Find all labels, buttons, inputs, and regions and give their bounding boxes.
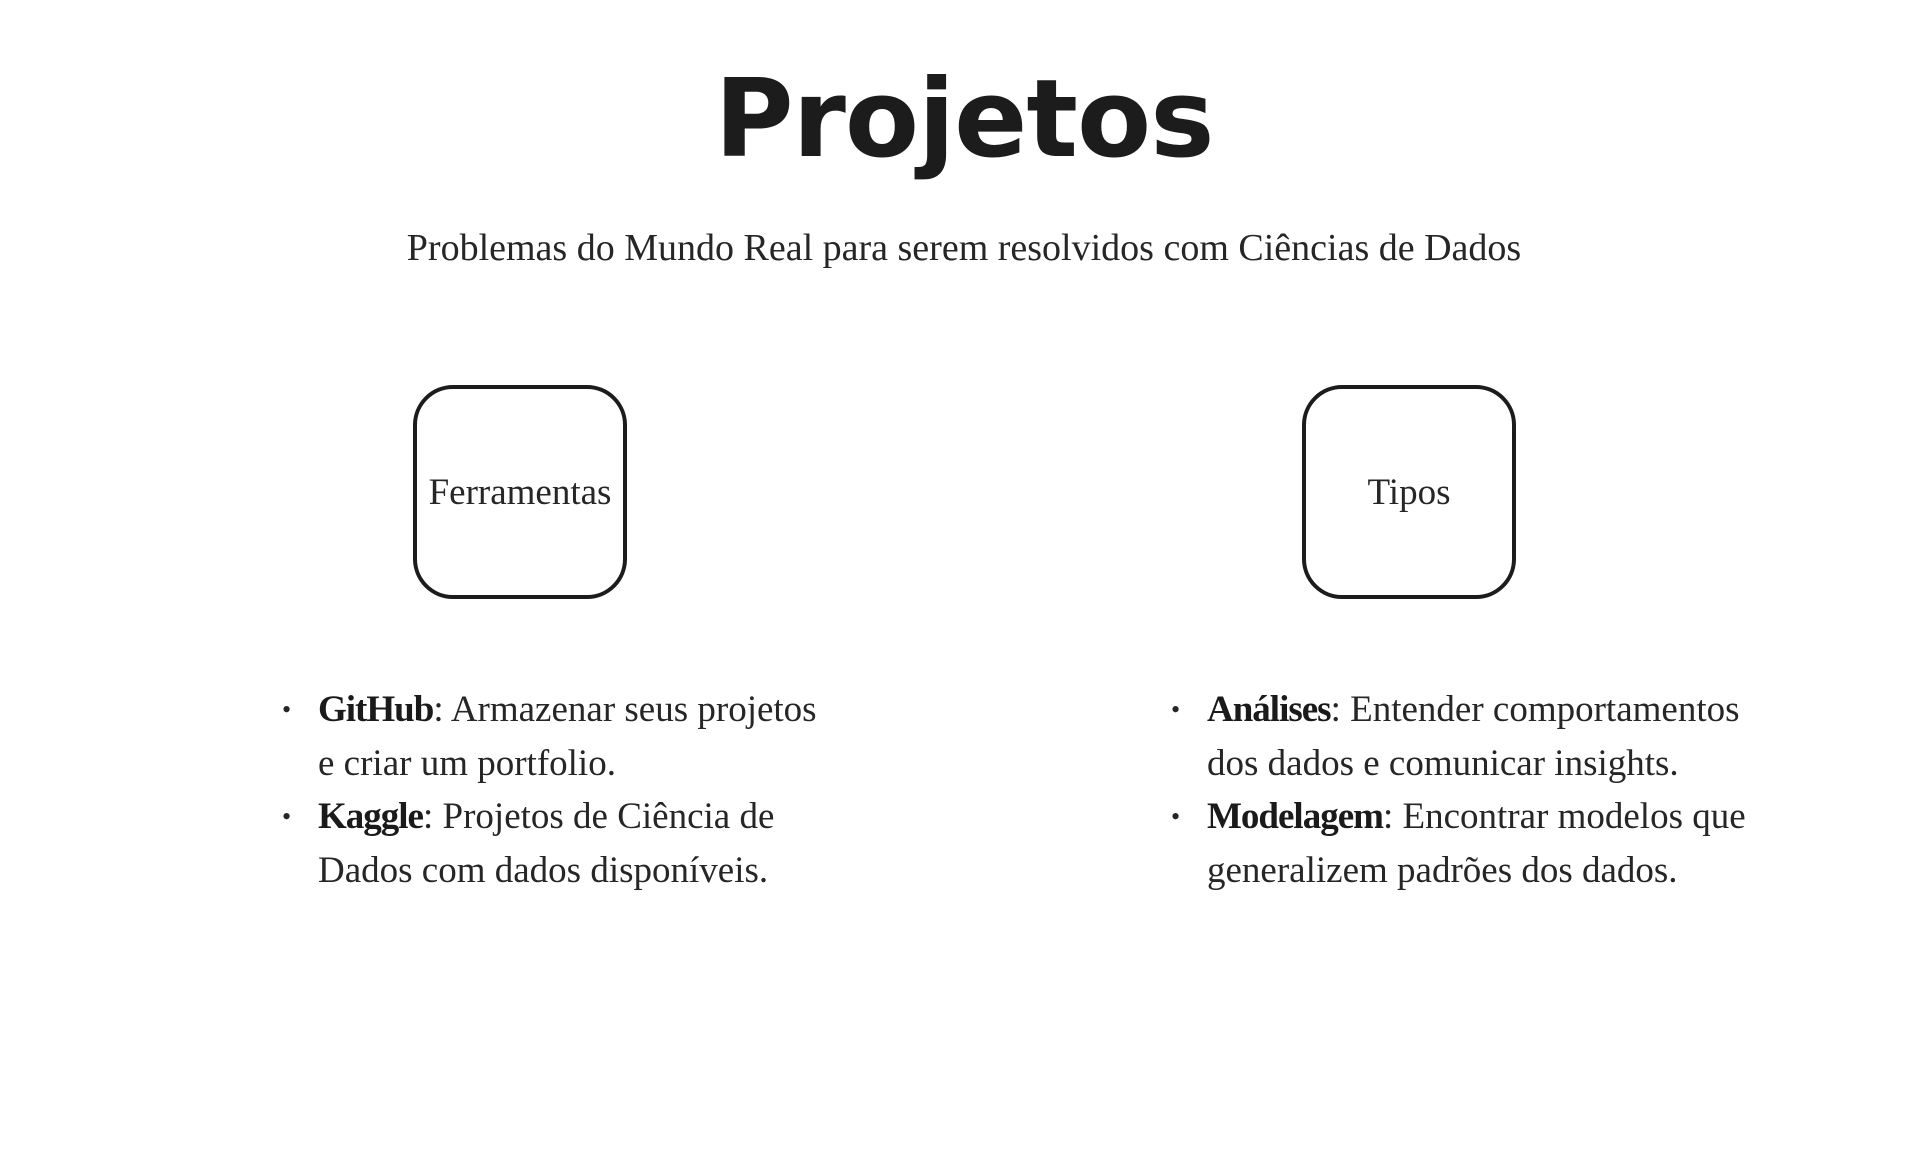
bullet-icon: • xyxy=(1171,802,1181,831)
bullet-icon: • xyxy=(282,695,292,724)
tipos-card[interactable] xyxy=(1302,385,1516,599)
list-item-description: : Encontrar modelos que generalizem padrões dos dados. xyxy=(1207,796,1746,891)
list-item xyxy=(1171,790,1747,897)
tipos-list xyxy=(1171,683,1747,897)
ferramentas-card[interactable] xyxy=(413,385,627,599)
list-item-term: Análises xyxy=(1207,689,1331,730)
list-item-term: Modelagem xyxy=(1207,796,1383,837)
bullet-icon: • xyxy=(282,802,292,831)
list-item xyxy=(282,790,838,897)
list-item-term: Kaggle xyxy=(318,796,423,837)
list-item xyxy=(282,683,838,790)
list-item-description: : Armazenar seus projetos e criar um portfolio. xyxy=(318,689,817,784)
ferramentas-card-label: Ferramentas xyxy=(428,471,612,513)
list-item-term: GitHub xyxy=(318,689,434,730)
list-item-description: : Projetos de Ciência de Dados com dados disponíveis. xyxy=(318,796,775,891)
ferramentas-list xyxy=(282,683,838,897)
bullet-icon: • xyxy=(1171,695,1181,724)
page-title: Projetos xyxy=(714,57,1214,182)
page-subtitle: Problemas do Mundo Real para serem resolvidos com Ciências de Dados xyxy=(406,227,1522,269)
list-item xyxy=(1171,683,1747,790)
tipos-card-label: Tipos xyxy=(1367,471,1451,513)
list-item-description: : Entender comportamentos dos dados e comunicar insights. xyxy=(1207,689,1740,784)
